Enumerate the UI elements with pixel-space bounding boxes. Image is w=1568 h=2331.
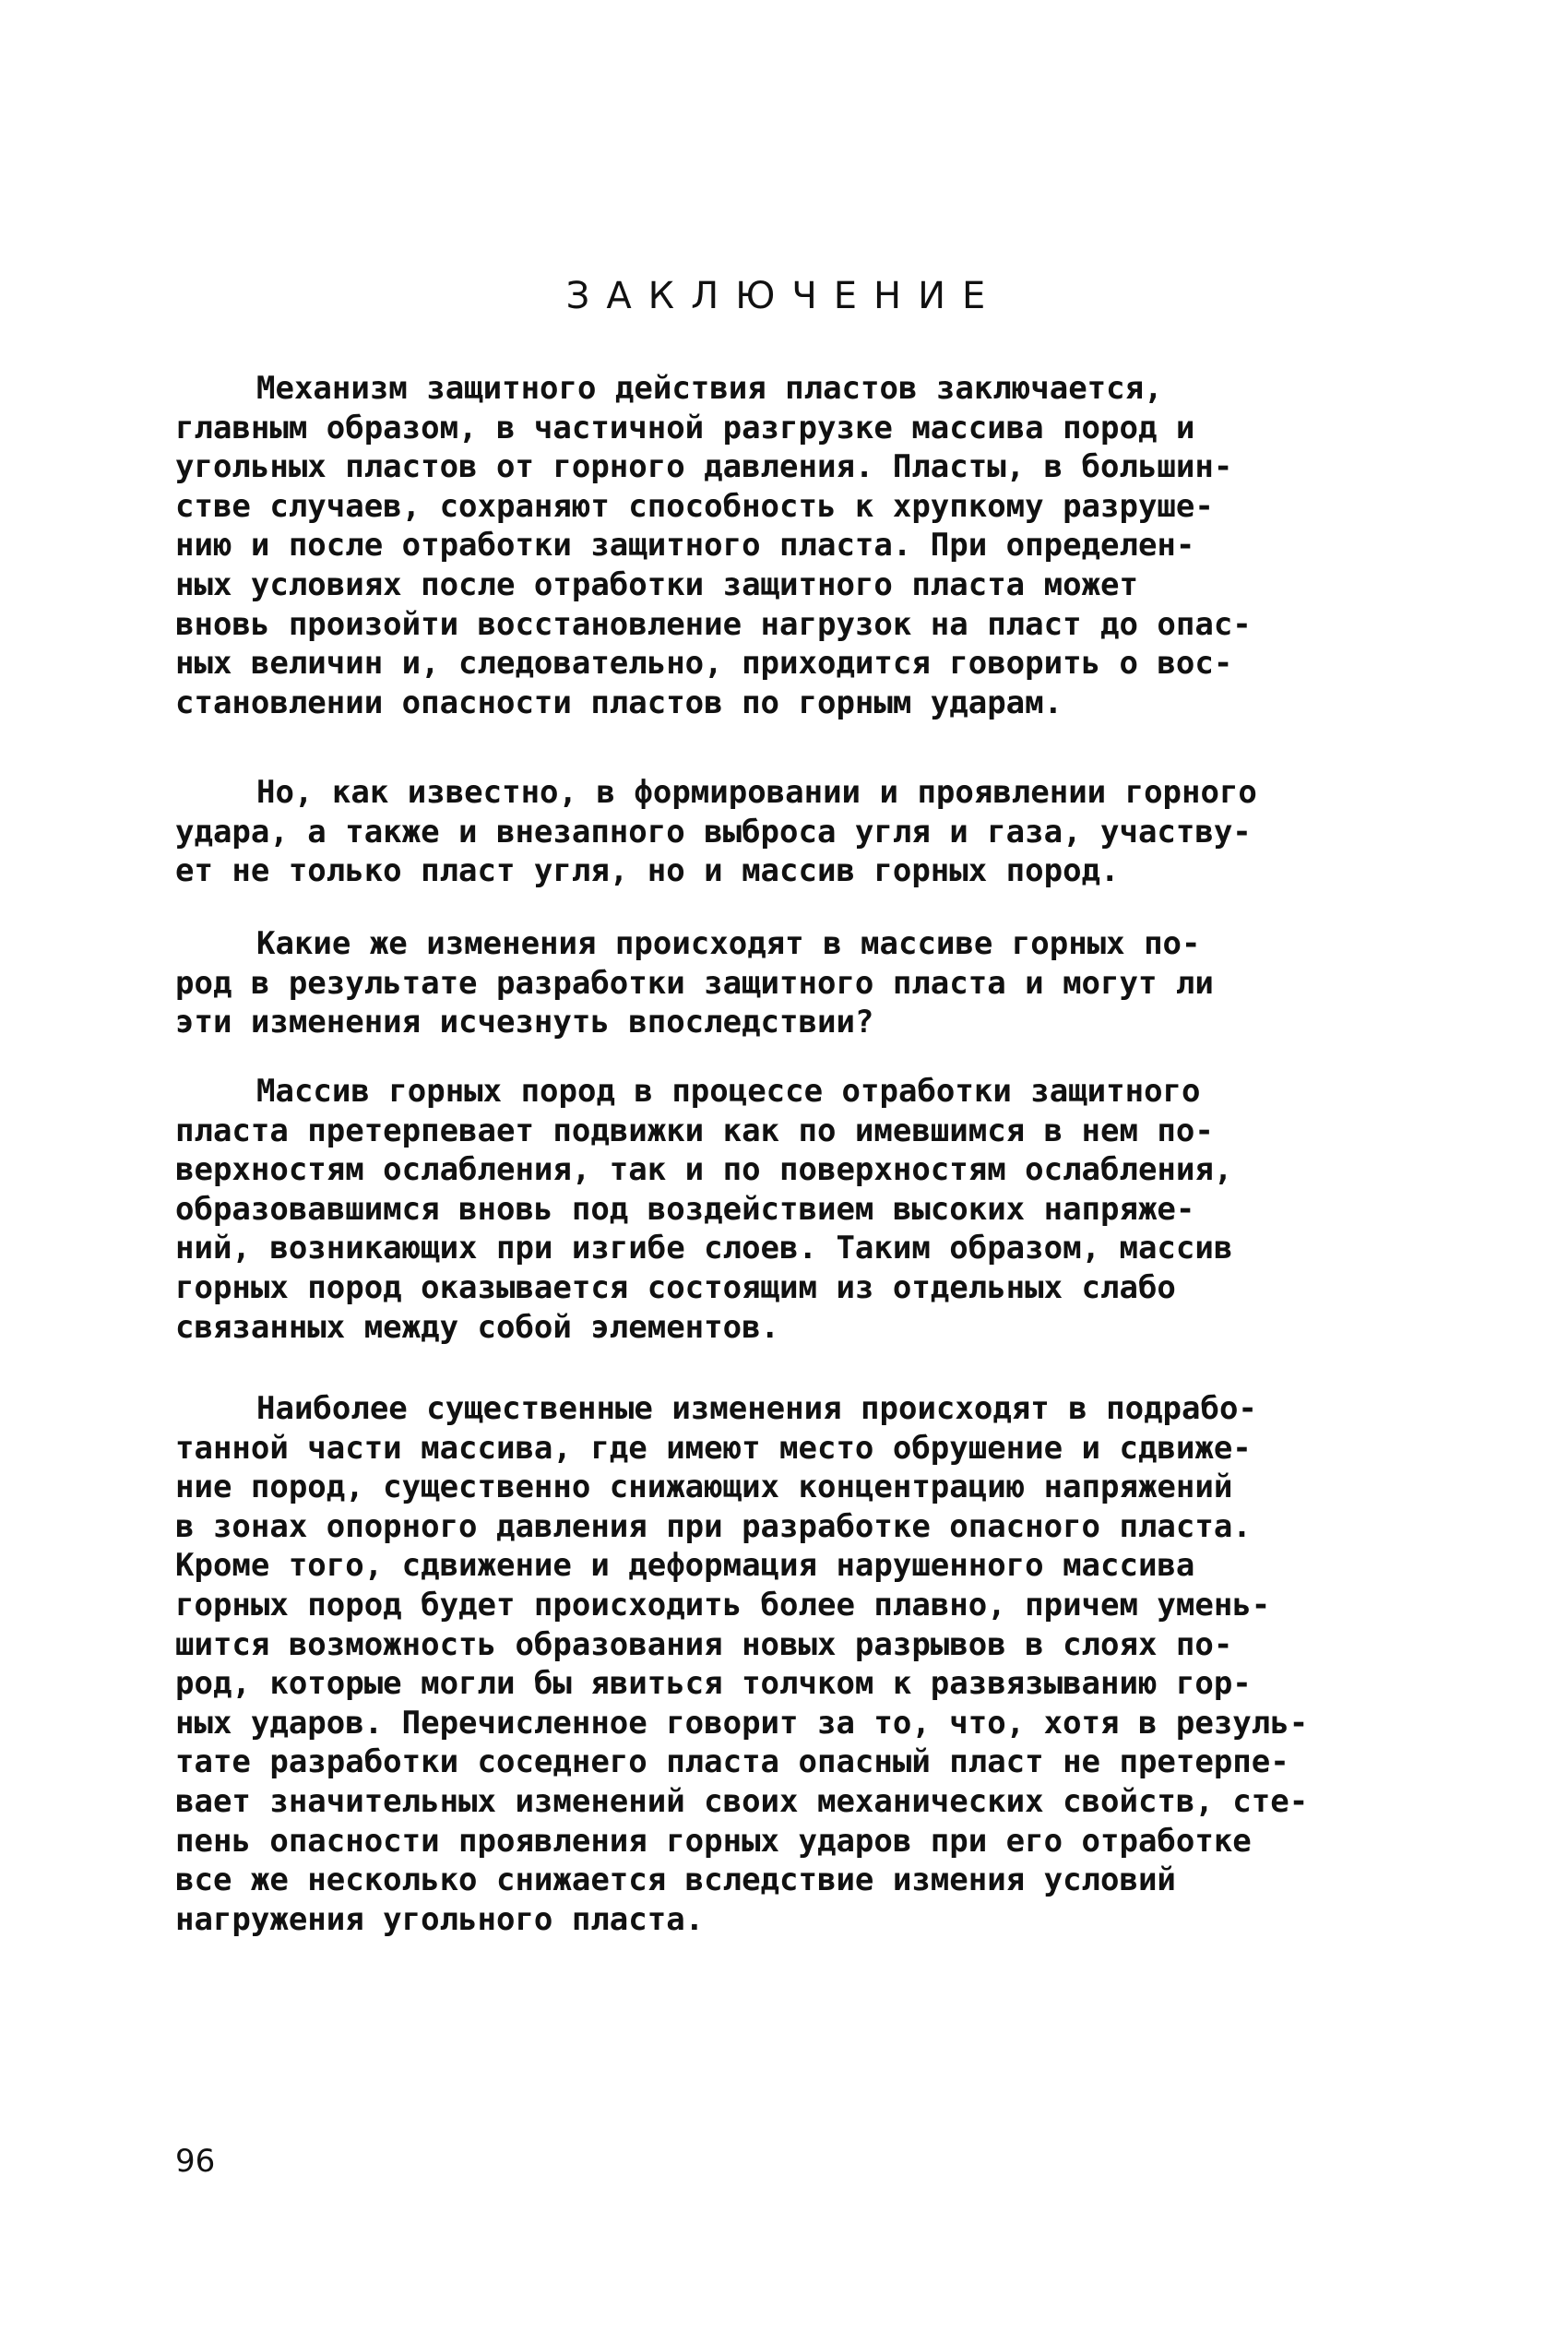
- text-line: удара, а также и внезапного выброса угля и газа, участву-: [175, 813, 1252, 850]
- text-line: образовавшимся вновь под воздействием высоких напряже-: [175, 1190, 1195, 1228]
- text-line: шится возможность образования новых разрывов в слоях по-: [175, 1625, 1233, 1663]
- text-line: Механизм защитного действия пластов заключается,: [256, 370, 1163, 407]
- text-line: все же несколько снижается вследствие измения условий: [175, 1861, 1176, 1899]
- text-line: род, которые могли бы явиться толчком к развязыванию гор-: [175, 1665, 1252, 1703]
- text-line: стве случаев, сохраняют способность к хрупкому разруше-: [175, 487, 1214, 525]
- page-number: 96: [175, 2143, 216, 2180]
- paragraph-3: [175, 924, 1214, 1042]
- text-line: горных пород будет происходить более плавно, причем умень-: [175, 1586, 1271, 1623]
- text-line: угольных пластов от горного давления. Пласты, в большин-: [175, 448, 1233, 486]
- text-line: нию и после отработки защитного пласта. При определен-: [175, 527, 1195, 565]
- text-line: Но, как известно, в формировании и проявлении горного: [256, 774, 1257, 811]
- text-line: ных условиях после отработки защитного пласта может: [175, 565, 1138, 603]
- text-line: ние пород, существенно снижающих концентрацию напряжений: [175, 1469, 1233, 1506]
- text-line: род в результате разработки защитного пласта и могут ли: [175, 964, 1214, 1002]
- text-line: горных пород оказывается состоящим из отдельных слабо: [175, 1268, 1176, 1306]
- text-line: ных величин и, следовательно, приходится говорить о вос-: [175, 645, 1233, 683]
- text-line: Кроме того, сдвижение и деформация нарушенного массива: [175, 1547, 1195, 1585]
- text-line: становлении опасности пластов по горным ударам.: [175, 684, 1063, 721]
- text-line: вновь произойти восстановление нагрузок на пласт до опас-: [175, 605, 1252, 643]
- text-line: нагружения угольного пласта.: [175, 1900, 705, 1938]
- page-title: ЗАКЛЮЧЕНИЕ: [565, 275, 1003, 317]
- text-line: тате разработки соседнего пласта опасный пласт не претерпе-: [175, 1743, 1289, 1781]
- text-line: ных ударов. Перечисленное говорит за то, что, хотя в резуль-: [175, 1704, 1309, 1742]
- text-line: ет не только пласт угля, но и массив горных пород.: [175, 852, 1120, 890]
- text-line: Какие же изменения происходят в массиве горных по-: [256, 925, 1201, 962]
- text-line: пень опасности проявления горных ударов при его отработке: [175, 1822, 1252, 1860]
- paragraph-2: [175, 773, 1257, 891]
- text-line: главным образом, в частичной разгрузке массива пород и: [175, 409, 1195, 446]
- text-line: связанных между собой элементов.: [175, 1308, 780, 1346]
- text-line: в зонах опорного давления при разработке опасного пласта.: [175, 1507, 1252, 1545]
- text-line: эти изменения исчезнуть впоследствии?: [175, 1004, 874, 1041]
- text-line: танной части массива, где имеют место обрушение и сдвиже-: [175, 1429, 1252, 1467]
- paragraph-4: [175, 1072, 1232, 1347]
- paragraph-5: [175, 1389, 1308, 1939]
- text-line: Массив горных пород в процессе отработки защитного: [256, 1073, 1201, 1110]
- paragraph-1: [175, 369, 1252, 722]
- text-line: ний, возникающих при изгибе слоев. Таким образом, массив: [175, 1230, 1233, 1267]
- text-line: верхностям ослабления, так и по поверхностям ослабления,: [175, 1151, 1233, 1189]
- text-line: вает значительных изменений своих механических свойств, сте-: [175, 1782, 1309, 1820]
- text-line: Наиболее существенные изменения происходят в подрабо-: [256, 1390, 1257, 1427]
- text-line: пласта претерпевает подвижки как по имевшимся в нем по-: [175, 1112, 1214, 1149]
